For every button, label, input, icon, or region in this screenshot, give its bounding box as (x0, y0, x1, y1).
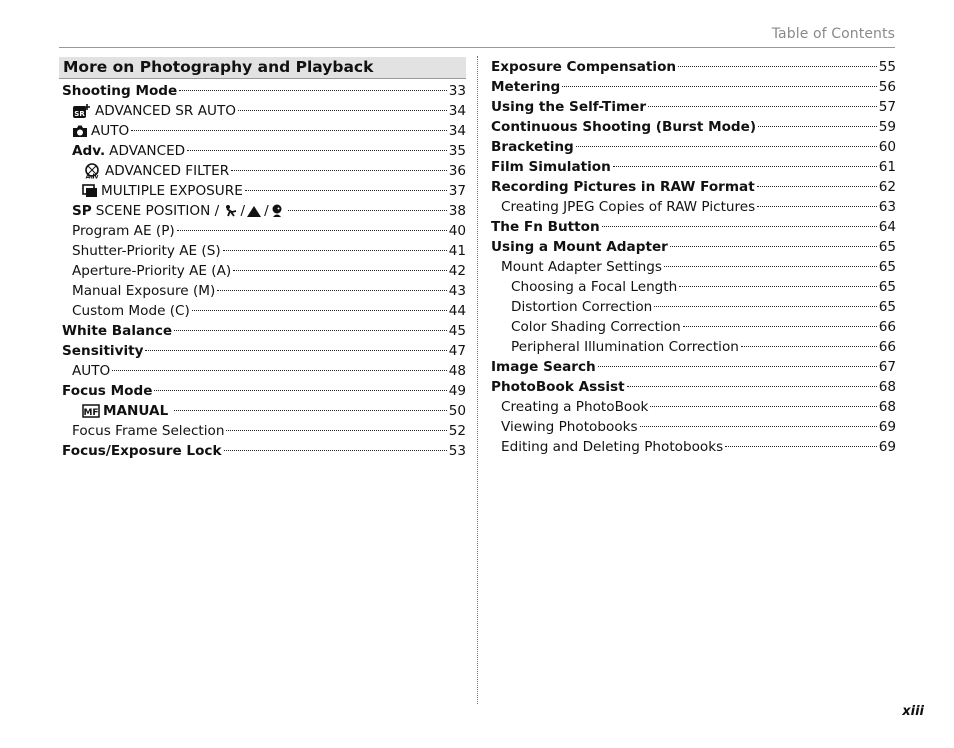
toc-entry-page: 50 (448, 403, 466, 419)
toc-entry-self-timer[interactable] (491, 97, 896, 117)
toc-entry-manual-focus[interactable] (59, 401, 466, 421)
toc-entry-page: 43 (448, 283, 466, 299)
adv-mode-label: Adv. (72, 143, 106, 159)
toc-entry-label: Continuous Shooting (Burst Mode) (491, 119, 757, 135)
toc-entry-page: 64 (878, 219, 896, 235)
dot-leader (757, 186, 877, 187)
toc-entry-shooting-mode[interactable] (59, 81, 466, 101)
toc-entry-shutter-priority[interactable] (59, 241, 466, 261)
column-divider (477, 56, 478, 704)
portrait-icon (271, 204, 283, 218)
toc-entry-page: 52 (448, 423, 466, 439)
toc-entry-label: AUTO (72, 363, 111, 379)
dot-leader (112, 370, 446, 371)
toc-entry-page: 61 (878, 159, 896, 175)
dot-leader (757, 206, 876, 207)
dot-leader (562, 86, 876, 87)
dot-leader (233, 270, 446, 271)
toc-entry-program-ae[interactable] (59, 221, 466, 241)
section-title: More on Photography and Playback (59, 57, 466, 79)
toc-entry-label: Choosing a Focal Length (511, 279, 678, 295)
toc-entry-page: 36 (448, 163, 466, 179)
toc-entry-label: Editing and Deleting Photobooks (501, 439, 724, 455)
advanced-sr-auto-icon (72, 103, 92, 119)
toc-entry-label: MULTIPLE EXPOSURE (101, 183, 243, 199)
dot-leader (576, 146, 877, 147)
dot-leader (678, 66, 877, 67)
toc-entry-distortion-correction[interactable] (491, 297, 896, 317)
toc-entry-page: 65 (878, 239, 896, 255)
toc-entry-scene-position[interactable]: SP SCENE POSITION / / / 38 (72, 203, 466, 219)
toc-right-column (491, 57, 896, 457)
toc-entry-creating-photobook[interactable] (491, 397, 896, 417)
toc-entry-page: 65 (878, 259, 896, 275)
toc-entry-label: MANUAL (103, 403, 169, 419)
toc-entry-page: 48 (448, 363, 466, 379)
toc-entry-viewing-photobooks[interactable] (491, 417, 896, 437)
toc-entry-page: 37 (448, 183, 466, 199)
sp-mode-label: SP (72, 203, 92, 219)
dot-leader (174, 330, 447, 331)
toc-entry-page: 41 (448, 243, 466, 259)
toc-entry-label: Peripheral Illumination Correction (511, 339, 739, 355)
toc-entry-label: Shutter-Priority AE (S) (72, 243, 221, 259)
toc-entry-custom-mode[interactable] (59, 301, 466, 321)
toc-entry-page: 45 (448, 323, 466, 339)
dot-leader (741, 346, 877, 347)
toc-entry-advanced-sr-auto[interactable] (59, 101, 466, 121)
toc-entry-sensitivity-auto[interactable] (59, 361, 466, 381)
dot-leader (179, 90, 446, 91)
toc-entry-aperture-priority[interactable] (59, 261, 466, 281)
dot-leader (602, 226, 877, 227)
toc-entry-editing-photobooks[interactable] (491, 437, 896, 457)
toc-entry-white-balance[interactable] (59, 321, 466, 341)
toc-entry-photobook-assist[interactable] (491, 377, 896, 397)
dot-leader (725, 446, 876, 447)
svg-text:MF: MF (83, 408, 99, 418)
dot-leader (683, 326, 877, 327)
toc-entry-label: Distortion Correction (511, 299, 653, 315)
toc-entry-page: 47 (448, 343, 466, 359)
dot-leader (223, 250, 447, 251)
dot-leader (758, 126, 877, 127)
dot-leader (664, 266, 877, 267)
multiple-exposure-icon (82, 184, 98, 198)
dot-leader (670, 246, 877, 247)
toc-entry-page: 34 (448, 103, 466, 119)
toc-entry-color-shading[interactable] (491, 317, 896, 337)
toc-entry-page: 56 (878, 79, 896, 95)
page-number: xiii (902, 704, 924, 719)
toc-left-column (59, 57, 466, 461)
toc-entry-page: 34 (448, 123, 466, 139)
toc-entry-page: 67 (878, 359, 896, 375)
toc-entry-label: Creating JPEG Copies of RAW Pictures (501, 199, 756, 215)
toc-entry-label: Metering (491, 79, 561, 95)
toc-entry-image-search[interactable] (491, 357, 896, 377)
header-rule (59, 47, 895, 48)
dot-leader (654, 306, 876, 307)
toc-entry-focus-exposure-lock[interactable] (59, 441, 466, 461)
toc-entry-page: 63 (878, 199, 896, 215)
toc-entry-label: Manual Exposure (M) (72, 283, 216, 299)
toc-entry-page: 60 (878, 139, 896, 155)
dot-leader (226, 430, 446, 431)
dot-leader (627, 386, 877, 387)
toc-entry-label: Creating a PhotoBook (501, 399, 649, 415)
toc-entry-continuous-shooting[interactable] (491, 117, 896, 137)
toc-entry-page: 69 (878, 439, 896, 455)
toc-entry-metering[interactable] (491, 77, 896, 97)
toc-entry-label: Focus/Exposure Lock (62, 443, 222, 459)
toc-entry-auto[interactable] (59, 121, 466, 141)
toc-entry-label: Aperture-Priority AE (A) (72, 263, 232, 279)
toc-entry-multiple-exposure[interactable] (59, 181, 466, 201)
toc-entry-label: Using the Self-Timer (491, 99, 647, 115)
toc-entry-page: 65 (878, 299, 896, 315)
toc-entry-label: PhotoBook Assist (491, 379, 625, 395)
dot-leader (154, 390, 446, 391)
dot-leader (131, 130, 446, 131)
toc-entry-label: Film Simulation (491, 159, 611, 175)
toc-entry-mount-adapter[interactable] (491, 237, 896, 257)
toc-entry-focal-length[interactable] (491, 277, 896, 297)
toc-entry-page: 35 (448, 143, 466, 159)
toc-entry-label: ADVANCED (109, 143, 186, 159)
toc-entry-label: Color Shading Correction (511, 319, 681, 335)
toc-entry-label: Program AE (P) (72, 223, 175, 239)
dot-leader (640, 426, 877, 427)
toc-entry-label: Focus Mode (62, 383, 153, 399)
manual-focus-icon (82, 404, 100, 418)
toc-entry-label: SCENE POSITION / (95, 203, 220, 219)
toc-entry-peripheral-illumination[interactable] (491, 337, 896, 357)
dot-leader (231, 170, 447, 171)
sports-icon (224, 204, 238, 218)
toc-entry-label: The Fn Button (491, 219, 600, 235)
toc-entry-page: 57 (878, 99, 896, 115)
toc-entry-advanced-filter[interactable] (59, 161, 466, 181)
toc-entry-page: 49 (448, 383, 466, 399)
dot-leader (648, 106, 877, 107)
toc-entry-label: Sensitivity (62, 343, 144, 359)
dot-leader (224, 450, 447, 451)
toc-entry-label: Using a Mount Adapter (491, 239, 668, 255)
dot-leader (245, 190, 447, 191)
toc-entry-page: 69 (878, 419, 896, 435)
landscape-icon (247, 204, 261, 218)
toc-entry-label: Bracketing (491, 139, 574, 155)
dot-leader (192, 310, 447, 311)
toc-entry-label: AUTO (91, 123, 130, 139)
toc-entry-fn-button[interactable] (491, 217, 896, 237)
toc-entry-page: 68 (878, 399, 896, 415)
dot-leader (187, 150, 447, 151)
advanced-filter-icon (82, 163, 102, 179)
toc-entry-jpeg-copies[interactable] (491, 197, 896, 217)
toc-entry-bracketing[interactable] (491, 137, 896, 157)
toc-entry-focus-frame-selection[interactable] (59, 421, 466, 441)
toc-entry-exposure-compensation[interactable] (491, 57, 896, 77)
toc-entry-mount-adapter-settings[interactable] (491, 257, 896, 277)
toc-entry-page: 66 (878, 319, 896, 335)
toc-entry-label: Shooting Mode (62, 83, 178, 99)
toc-entry-film-simulation[interactable] (491, 157, 896, 177)
dot-leader (145, 350, 446, 351)
dot-leader (217, 290, 446, 291)
toc-entry-page: 53 (448, 443, 466, 459)
toc-entry-focus-mode[interactable] (59, 381, 466, 401)
toc-entry-page: 33 (448, 83, 466, 99)
dot-leader (613, 166, 877, 167)
svg-text:Adv: Adv (85, 173, 99, 179)
toc-entry-raw-format[interactable] (491, 177, 896, 197)
toc-entry-page: 42 (448, 263, 466, 279)
toc-entry-label: ADVANCED FILTER (105, 163, 230, 179)
dot-leader (177, 230, 447, 231)
toc-entry-label: Recording Pictures in RAW Format (491, 179, 755, 195)
toc-entry-label: Custom Mode (C) (72, 303, 190, 319)
toc-entry-label: Image Search (491, 359, 596, 375)
toc-entry-page: 65 (878, 279, 896, 295)
header-title: Table of Contents (771, 26, 895, 42)
toc-entry-label: ADVANCED SR AUTO (95, 103, 236, 119)
toc-entry-label: Viewing Photobooks (501, 419, 638, 435)
toc-entry-label: Exposure Compensation (491, 59, 677, 75)
toc-entry-page: 62 (878, 179, 896, 195)
dot-leader (288, 210, 447, 211)
dot-leader (598, 366, 877, 367)
toc-entry-label: White Balance (62, 323, 173, 339)
dot-leader (679, 286, 876, 287)
toc-entry-manual-exposure[interactable] (59, 281, 466, 301)
toc-entry-page: 55 (878, 59, 896, 75)
toc-entry-advanced[interactable] (59, 141, 466, 161)
camera-auto-icon (72, 124, 88, 138)
toc-entry-label: Mount Adapter Settings (501, 259, 662, 275)
svg-text:SR: SR (74, 110, 85, 118)
toc-entry-page: 59 (878, 119, 896, 135)
toc-entry-page: 68 (878, 379, 896, 395)
toc-entry-page: 66 (878, 339, 896, 355)
toc-entry-label: Focus Frame Selection (72, 423, 225, 439)
dot-leader (650, 406, 876, 407)
dot-leader (238, 110, 447, 111)
toc-entry-page: 40 (448, 223, 466, 239)
dot-leader (174, 410, 446, 411)
toc-entry-page: 44 (448, 303, 466, 319)
toc-entry-sensitivity[interactable] (59, 341, 466, 361)
toc-entry-page: 38 (448, 203, 466, 219)
